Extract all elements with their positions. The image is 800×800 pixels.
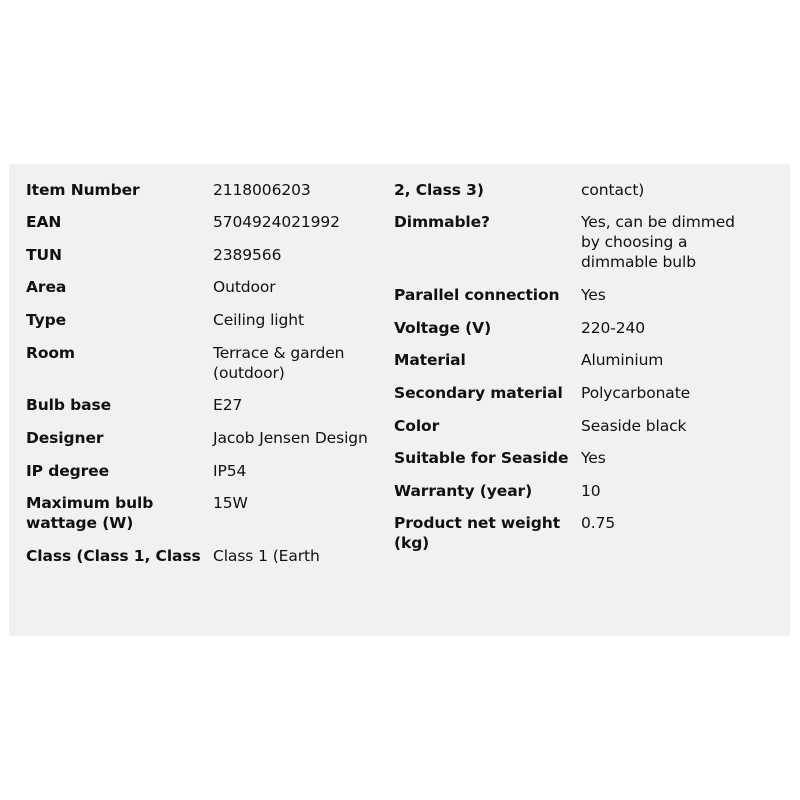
spec-value: Outdoor — [213, 278, 276, 296]
spec-label: Designer — [26, 429, 104, 447]
spec-label: Secondary material — [394, 384, 563, 402]
spec-value: Class 1 (Earth — [213, 547, 320, 565]
spec-value: IP54 — [213, 462, 247, 480]
spec-value: Jacob Jensen Design — [213, 429, 368, 447]
spec-value: Yes — [581, 449, 606, 467]
spec-label: Product net weight (kg) — [394, 514, 561, 552]
spec-value: 15W — [213, 494, 248, 512]
spec-label: IP degree — [26, 462, 109, 480]
spec-label: Parallel connection — [394, 286, 560, 304]
spec-label: Voltage (V) — [394, 319, 492, 337]
spec-label: Color — [394, 417, 440, 435]
spec-label: Area — [26, 278, 67, 296]
spec-value: Yes — [581, 286, 606, 304]
spec-value: 0.75 — [581, 514, 616, 532]
spec-value: 2118006203 — [213, 181, 311, 199]
spec-label: Dimmable? — [394, 213, 490, 231]
spec-label: Item Number — [26, 181, 140, 199]
spec-value: Yes, can be dimmed by choosing a dimmable bulb — [581, 213, 735, 271]
spec-label: 2, Class 3) — [394, 181, 484, 199]
spec-value: E27 — [213, 396, 243, 414]
spec-value: Terrace & garden (outdoor) — [213, 344, 345, 382]
spec-label: EAN — [26, 213, 62, 231]
spec-value: 10 — [581, 482, 601, 500]
spec-value: 5704924021992 — [213, 213, 340, 231]
spec-value: Seaside black — [581, 417, 687, 435]
spec-value: contact) — [581, 181, 645, 199]
spec-label: Type — [26, 311, 67, 329]
spec-value: 220-240 — [581, 319, 646, 337]
spec-value: Aluminium — [581, 351, 664, 369]
spec-label: Maximum bulb wattage (W) — [26, 494, 154, 532]
spec-panel — [9, 164, 790, 636]
spec-label: Warranty (year) — [394, 482, 533, 500]
spec-label: Bulb base — [26, 396, 112, 414]
spec-value: Polycarbonate — [581, 384, 691, 402]
spec-label: TUN — [26, 246, 62, 264]
spec-label: Class (Class 1, Class — [26, 547, 201, 565]
spec-label: Room — [26, 344, 75, 362]
spec-label: Suitable for Seaside — [394, 449, 569, 467]
spec-value: Ceiling light — [213, 311, 304, 329]
spec-value: 2389566 — [213, 246, 282, 264]
spec-label: Material — [394, 351, 466, 369]
